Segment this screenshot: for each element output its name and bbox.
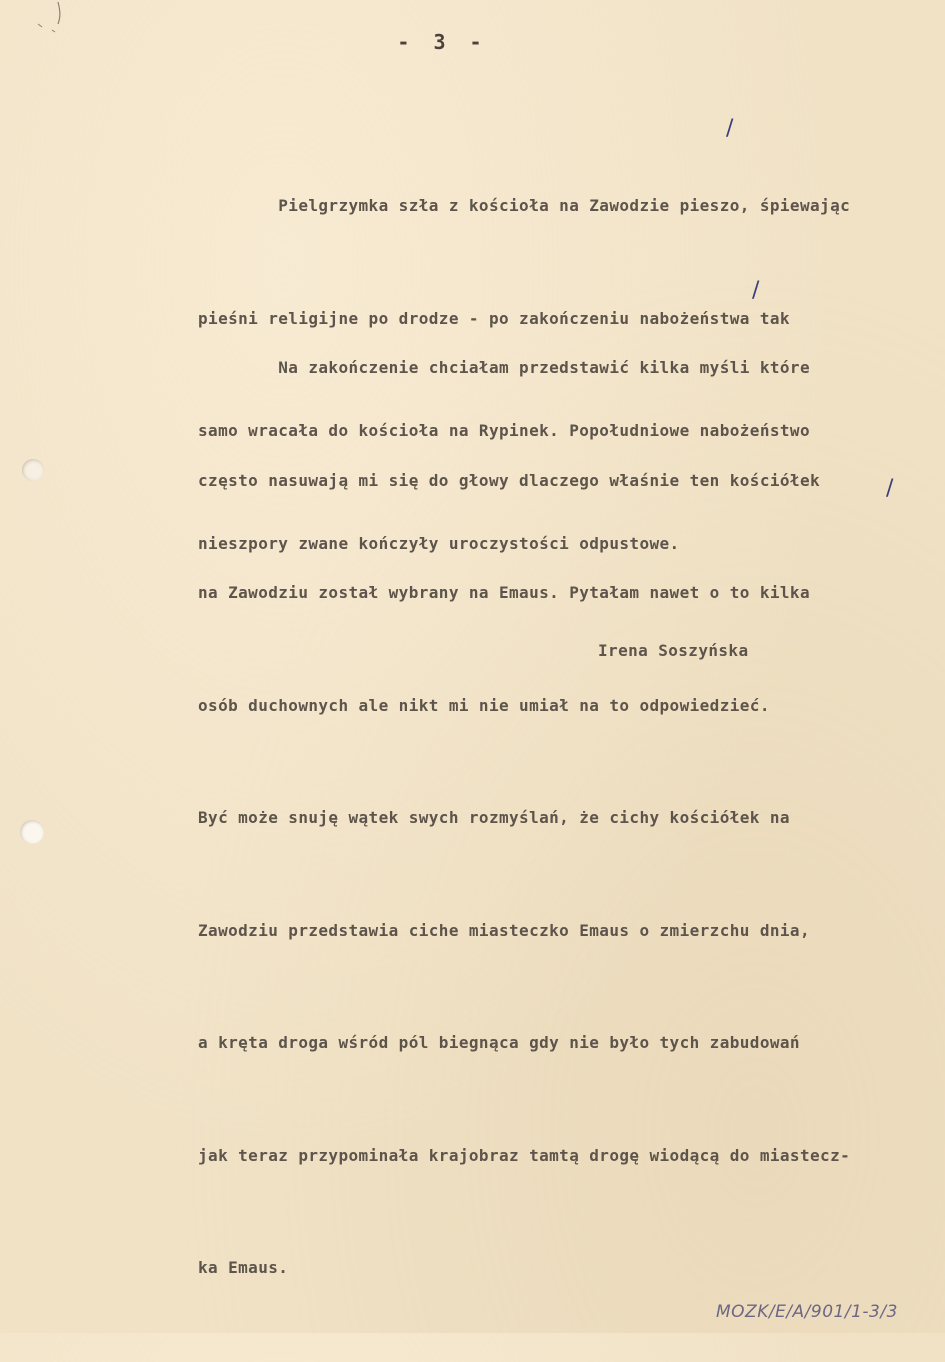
text-line: Na zakończenie chciałam przedstawić kilka myśli które [198, 358, 811, 377]
paragraph-conclusion [198, 274, 928, 1362]
text-line: ka Emaus. [198, 1258, 289, 1277]
page-number: - 3 - [397, 30, 488, 54]
handwritten-comma-icon: / [752, 278, 760, 303]
punch-hole [20, 820, 44, 844]
text-line: osób duchownych ale nikt mi nie umiał na to odpowiedzieć. [198, 695, 770, 715]
text-line: Pielgrzymka szła z kościoła na Zawodzie pieszo, śpiewając [198, 196, 851, 215]
handwritten-comma-icon: / [726, 116, 734, 141]
text-line: Być może snuję wątek swych rozmyślań, że cichy kościółek na [198, 808, 790, 827]
text-line: na Zawodziu został wybrany na Emaus. Pytałam nawet o to kilka [198, 583, 811, 602]
text-line: nieszpory zwane kończyły uroczystości odpustowe. [198, 533, 680, 553]
text-line: Zawodziu przedstawia ciche miasteczko Emaus o zmierzchu dnia, [198, 920, 811, 940]
handwritten-comma-icon: / [886, 476, 894, 501]
text-line: pieśni religijne po drodze - po zakończeniu nabożeństwa tak [198, 308, 790, 328]
text-line: a kręta droga wśród pól biegnąca gdy nie było tych zabudowań [198, 1033, 800, 1052]
punch-hole [22, 459, 44, 481]
archive-reference: MOZK/E/A/901/1-3/3 [716, 1302, 898, 1322]
signature: Irena Soszyńska [598, 641, 749, 660]
text-line: często nasuwają mi się do głowy dlaczego właśnie ten kościółek [198, 470, 821, 490]
text-line: samo wracała do kościoła na Rypinek. Popołudniowe nabożeństwo [198, 421, 811, 440]
text-line: jak teraz przypominała krajobraz tamtą drogę wiodącą do miastecz- [198, 1145, 851, 1165]
